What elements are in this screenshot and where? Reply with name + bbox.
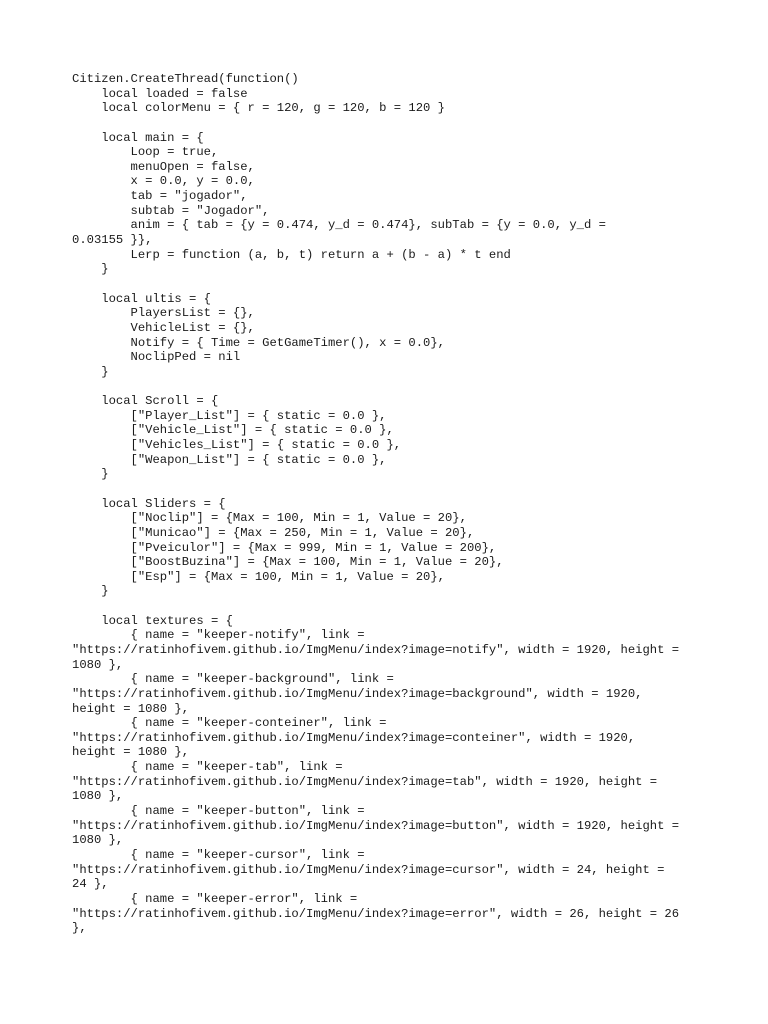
code-line: height = 1080 },: [72, 745, 190, 760]
code-line: "https://ratinhofivem.github.io/ImgMenu/index?image=cursor", width = 24, height =: [72, 862, 665, 877]
code-line: "https://ratinhofivem.github.io/ImgMenu/index?image=button", width = 1920, height =: [72, 818, 680, 833]
code-line: }: [72, 364, 109, 379]
code-line: "https://ratinhofivem.github.io/ImgMenu/index?image=notify", width = 1920, height =: [72, 642, 680, 657]
code-line: 1080 },: [72, 833, 124, 848]
code-line: local textures = {: [72, 613, 233, 628]
code-line: Citizen.CreateThread(function(): [72, 72, 299, 86]
code-line: 0.03155 }},: [72, 233, 153, 248]
code-line: subtab = "Jogador",: [72, 203, 270, 218]
code-line: x = 0.0, y = 0.0,: [72, 174, 255, 189]
code-line: VehicleList = {},: [72, 320, 255, 335]
code-line: ["BoostBuzina"] = {Max = 100, Min = 1, Value = 20},: [72, 555, 504, 570]
code-line: local main = {: [72, 130, 204, 145]
code-line: { name = "keeper-button", link =: [72, 804, 365, 819]
code-line: 1080 },: [72, 789, 124, 804]
code-line: Loop = true,: [72, 145, 219, 160]
code-line: "https://ratinhofivem.github.io/ImgMenu/index?image=conteiner", width = 1920,: [72, 730, 636, 745]
code-line: ["Esp"] = {Max = 100, Min = 1, Value = 20},: [72, 569, 445, 584]
code-line: local ultis = {: [72, 291, 211, 306]
code-line: 1080 },: [72, 657, 124, 672]
code-line: { name = "keeper-background", link =: [72, 672, 394, 687]
code-line: ["Noclip"] = {Max = 100, Min = 1, Value = 20},: [72, 511, 467, 526]
blank-line: [72, 482, 712, 497]
code-line: local colorMenu = { r = 120, g = 120, b = 120 }: [72, 101, 445, 116]
code-line: local Scroll = {: [72, 394, 219, 409]
code-line: }: [72, 467, 109, 482]
code-line: local Sliders = {: [72, 496, 226, 511]
code-line: ["Weapon_List"] = { static = 0.0 },: [72, 452, 387, 467]
code-line: { name = "keeper-cursor", link =: [72, 847, 365, 862]
code-line: local loaded = false: [72, 86, 248, 101]
code-line: ["Vehicle_List"] = { static = 0.0 },: [72, 423, 394, 438]
code-line: }: [72, 262, 109, 277]
code-line: }: [72, 584, 109, 599]
blank-line: [72, 116, 712, 131]
code-line: { name = "keeper-tab", link =: [72, 760, 343, 775]
code-line: ["Municao"] = {Max = 250, Min = 1, Value = 20},: [72, 525, 475, 540]
code-line: anim = { tab = {y = 0.474, y_d = 0.474}, subTab = {y = 0.0, y_d =: [72, 218, 606, 233]
code-line: { name = "keeper-error", link =: [72, 891, 358, 906]
blank-line: [72, 379, 712, 394]
code-line: Notify = { Time = GetGameTimer(), x = 0.0},: [72, 335, 445, 350]
code-line: Lerp = function (a, b, t) return a + (b - a) * t end: [72, 247, 511, 262]
code-line: "https://ratinhofivem.github.io/ImgMenu/index?image=background", width = 1920,: [72, 686, 643, 701]
code-line: menuOpen = false,: [72, 159, 255, 174]
code-line: { name = "keeper-conteiner", link =: [72, 716, 387, 731]
code-line: 24 },: [72, 877, 109, 892]
code-line: { name = "keeper-notify", link =: [72, 628, 365, 643]
code-line: },: [72, 921, 87, 936]
code-line: NoclipPed = nil: [72, 350, 241, 365]
code-line: ["Player_List"] = { static = 0.0 },: [72, 408, 387, 423]
code-line: ["Vehicles_List"] = { static = 0.0 },: [72, 438, 402, 453]
blank-line: [72, 277, 712, 292]
code-line: tab = "jogador",: [72, 189, 248, 204]
code-line: height = 1080 },: [72, 701, 190, 716]
code-line: "https://ratinhofivem.github.io/ImgMenu/index?image=error", width = 26, height = 26: [72, 906, 680, 921]
code-line: ["Pveiculor"] = {Max = 999, Min = 1, Value = 200},: [72, 540, 497, 555]
code-listing: [72, 72, 712, 936]
code-line: PlayersList = {},: [72, 306, 255, 321]
code-line: "https://ratinhofivem.github.io/ImgMenu/index?image=tab", width = 1920, height =: [72, 774, 658, 789]
blank-line: [72, 599, 712, 614]
